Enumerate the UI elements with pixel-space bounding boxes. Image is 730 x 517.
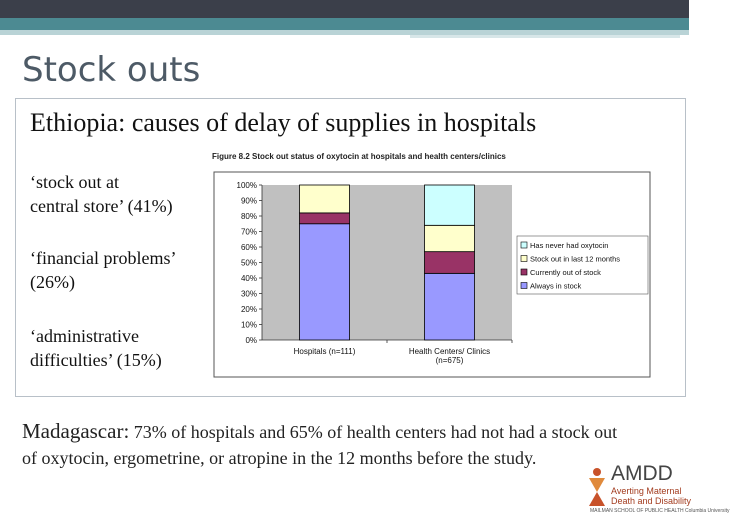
x-tick-label: Hospitals (n=111): [293, 347, 356, 356]
logo-school-name: MAILMAN SCHOOL OF PUBLIC HEALTH: [590, 508, 684, 514]
bar-segment: [300, 224, 350, 340]
legend-swatch: [521, 256, 527, 262]
bar-segment: [300, 213, 350, 224]
y-tick-label: 100%: [236, 181, 257, 190]
y-tick-label: 50%: [240, 258, 257, 268]
slide-title: Stock outs: [22, 50, 201, 90]
logo-name: AMDD: [611, 462, 673, 485]
y-tick-label: 70%: [240, 227, 257, 237]
y-tick-label: 20%: [240, 305, 257, 314]
bullet-line: difficulties’ (15%): [30, 350, 162, 370]
logo-tagline-line: Death and Disability: [611, 496, 692, 506]
bar-segment: [425, 252, 475, 274]
bar-segment: [425, 185, 475, 225]
legend-swatch: [521, 283, 527, 289]
chart-title: Figure 8.2 Stock out status of oxytocin at hospitals and health centers/clinics: [212, 152, 506, 161]
x-tick-label: (n=675): [435, 356, 464, 365]
y-tick-label: 0%: [245, 336, 257, 345]
y-tick-label: 40%: [240, 274, 257, 283]
bullet-line: ‘stock out at: [30, 172, 119, 192]
legend-label: Currently out of stock: [530, 268, 601, 277]
bullet-line: (26%): [30, 272, 75, 292]
bar-segment: [425, 273, 475, 340]
bar-segment: [425, 225, 475, 251]
y-tick-label: 60%: [240, 243, 257, 252]
madagascar-paragraph: [22, 418, 622, 471]
x-tick-label: Health Centers/ Clinics: [408, 347, 491, 356]
bullet-line: ‘administrative: [30, 326, 139, 346]
y-tick-label: 80%: [240, 212, 257, 221]
y-tick-label: 10%: [240, 320, 257, 330]
logo-tagline-line: Averting Maternal: [611, 486, 682, 496]
logo-tagline: [611, 486, 691, 506]
bullet-line: ‘financial problems’: [30, 248, 177, 268]
y-tick-label: 90%: [240, 196, 257, 206]
logo-university: Columbia University: [685, 508, 730, 514]
madagascar-label: Madagascar:: [22, 419, 130, 443]
bullet-line: central store’ (41%): [30, 196, 173, 216]
slide-subtitle: Ethiopia: causes of delay of supplies in hospitals: [30, 108, 537, 137]
legend-swatch: [521, 269, 527, 275]
logo-school: [590, 508, 730, 514]
y-tick-label: 30%: [240, 289, 257, 299]
bar-segment: [300, 185, 350, 213]
legend-label: Stock out in last 12 months: [530, 254, 621, 264]
legend-swatch: [521, 242, 527, 248]
legend-label: Has never had oxytocin: [530, 241, 609, 250]
madagascar-text: 73% of hospitals and 65% of health centers had not had a stock out of oxytocin, ergometrine, or atropine in the 12 months before the study.: [22, 422, 618, 468]
legend-label: Always in stock: [530, 281, 582, 291]
